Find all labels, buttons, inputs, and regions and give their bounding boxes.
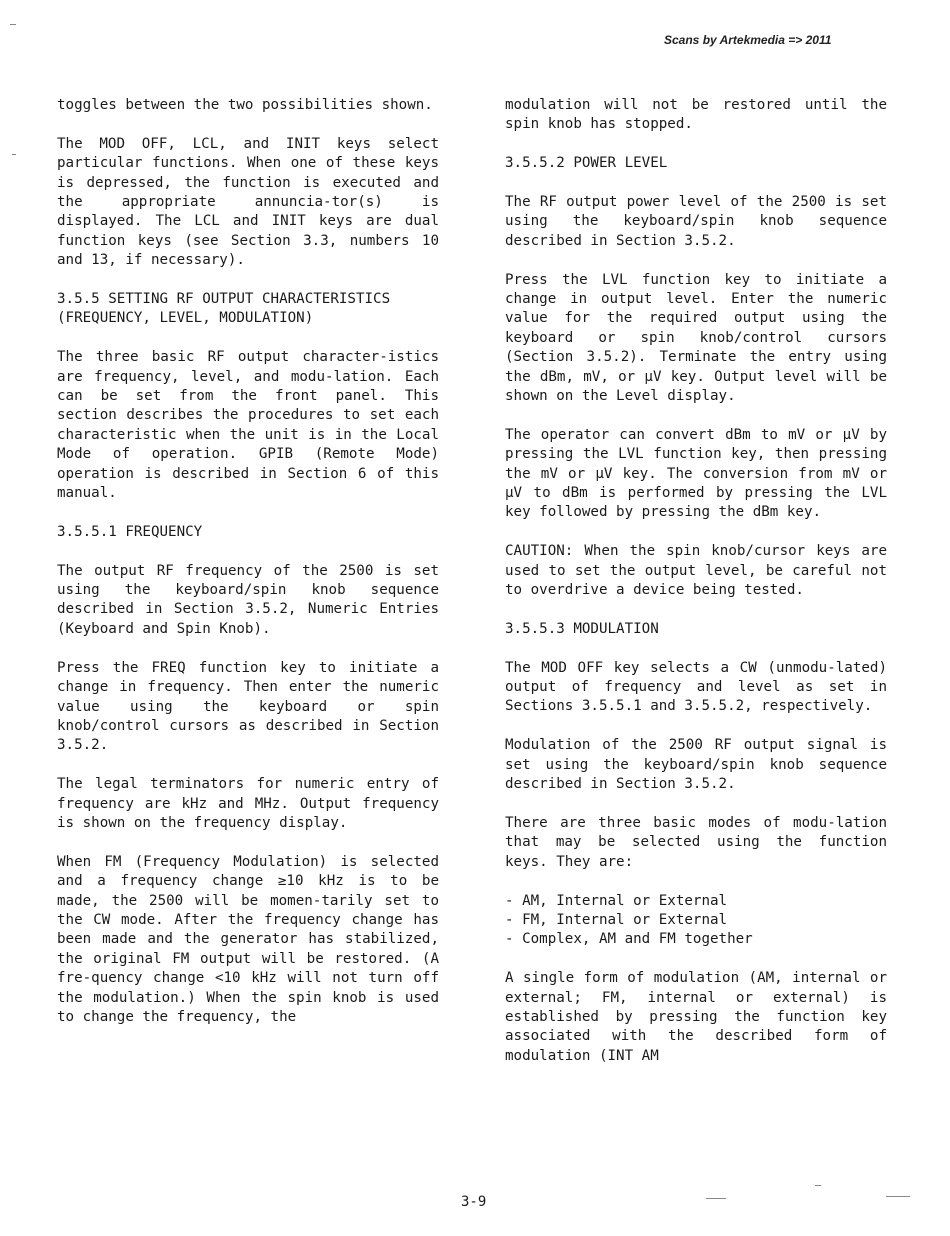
scan-speck — [706, 1198, 726, 1199]
paragraph: The operator can convert dBm to mV or μV by pressing the LVL function key, then pressing the mV or μV key. The conversion from mV or μV to dBm is performed by pressing the LVL key followed by pressing the dBm key. — [505, 426, 887, 521]
paragraph: A single form of modulation (AM, internal or external; FM, internal or external) is established by pressing the function key associated with the described form of modulation (INT AM — [505, 970, 887, 1064]
scan-speck — [886, 1196, 910, 1197]
paragraph: The MOD OFF, LCL, and INIT keys select particular functions. When one of these keys is depressed, the function is executed and the appropriate annuncia-tor(s) is displayed. The LCL and INIT keys are dual function keys (see Section 3.3, numbers 10 and 13, if necessary). — [57, 135, 439, 269]
scan-speck — [815, 1185, 821, 1186]
heading-line: (FREQUENCY, LEVEL, MODULATION) — [57, 310, 314, 327]
section-heading — [57, 290, 439, 329]
paragraph: When FM (Frequency Modulation) is selected and a frequency change ≥10 kHz is to be made, the 2500 will be momen-tarily set to the CW mode. After the frequency change has been made and the generator has stabilized, the original FM output will be restored. (A fre-quency change <10 kHz will not turn off the modulation.) When the spin knob is used to change the frequency, the — [57, 853, 439, 1025]
subsection-heading: 3.5.5.2 POWER LEVEL — [505, 155, 668, 172]
paragraph: There are three basic modes of modu-lation that may be selected using the function keys. They are: — [505, 814, 887, 870]
heading-line: 3.5.5 SETTING RF OUTPUT CHARACTERISTICS — [57, 291, 391, 308]
list-item: - AM, Internal or External — [505, 892, 728, 909]
paragraph: The three basic RF output character-istics are frequency, level, and modu-lation. Each can be set from the front panel. This section describes the procedures to set each characteristic when the unit is in the Local Mode of operation. GPIB (Remote Mode) operation is described in Section 6 of this manual. — [57, 349, 439, 502]
scan-speck — [10, 24, 16, 25]
paragraph: Modulation of the 2500 RF output signal is set using the keyboard/spin knob sequence described in Section 3.5.2. — [505, 737, 887, 793]
subsection-heading: 3.5.5.3 MODULATION — [505, 620, 659, 637]
list-item: - Complex, AM and FM together — [505, 931, 753, 948]
paragraph: The RF output power level of the 2500 is set using the keyboard/spin knob sequence described in Section 3.5.2. — [505, 194, 887, 249]
list-item: - FM, Internal or External — [505, 911, 728, 928]
scan-credit: Scans by Artekmedia => 2011 — [664, 33, 832, 47]
modulation-modes-list — [505, 892, 887, 950]
paragraph: toggles between the two possibilities shown. — [57, 97, 433, 113]
caution-paragraph: CAUTION: When the spin knob/cursor keys are used to set the output level, be careful not to overdrive a device being tested. — [505, 543, 887, 599]
subsection-heading: 3.5.5.1 FREQUENCY — [57, 523, 203, 540]
paragraph: The MOD OFF key selects a CW (unmodu-lated) output of frequency and level as set in Sections 3.5.5.1 and 3.5.5.2, respectively. — [505, 659, 887, 715]
paragraph: Press the LVL function key to initiate a change in output level. Enter the numeric value for the required output using the keyboard or spin knob/control cursors (Section 3.5.2). Terminate the entry using the dBm, mV, or μV key. Output level will be shown on the Level display. — [505, 271, 887, 405]
page-number: 3-9 — [461, 1194, 487, 1210]
paragraph: The legal terminators for numeric entry of frequency are kHz and MHz. Output frequency is shown on the frequency display. — [57, 776, 439, 831]
paragraph: The output RF frequency of the 2500 is set using the keyboard/spin knob sequence described in Section 3.5.2, Numeric Entries (Keyboard and Spin Knob). — [57, 562, 439, 637]
scan-speck — [12, 154, 16, 155]
left-column — [57, 96, 439, 1027]
right-column — [505, 96, 887, 1066]
paragraph: Press the FREQ function key to initiate a change in frequency. Then enter the numeric value using the keyboard or spin knob/control cursors as described in Section 3.5.2. — [57, 659, 439, 754]
paragraph: modulation will not be restored until the spin knob has stopped. — [505, 97, 887, 133]
